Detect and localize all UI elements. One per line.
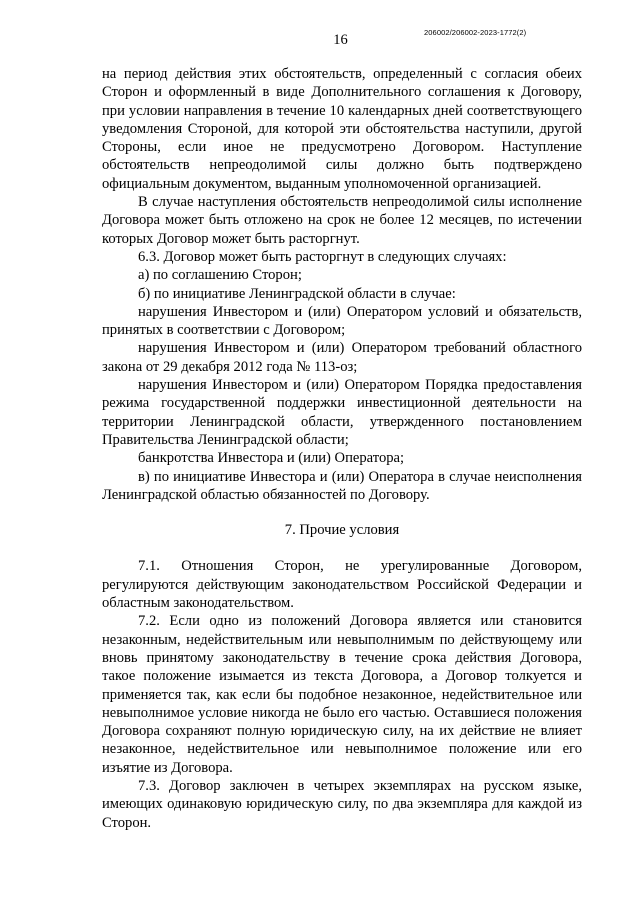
page-number: 16: [333, 32, 348, 48]
clause-6-3-b-item-4: банкротства Инвестора и (или) Оператора;: [138, 450, 405, 467]
section-title: 7. Прочие условия: [284, 522, 400, 539]
clause-6-3-b-item-2: нарушения Инвестором и (или) Оператором требований областного закона от 29 декабря 2012 года № 113-оз;: [102, 340, 582, 375]
document-body: [102, 65, 582, 832]
clause-7-2: 7.2. Если одно из положений Договора является или становится незаконным, недействительным или невыполнимым по действующему или вновь принятому законодательству в течение срока действия Договора, такое положение изымается из текста Договора, а Договор толкуется и применяется так, как если бы подобное незаконное, недействительное или невыполнимое условие никогда не было его частью. Оставшиеся положения Договора сохраняют полную юридическую силу, на их действие не влияет незаконное, недействительное или невыполнимое положение или его изъятие из Договора.: [102, 613, 582, 776]
clause-6-3: 6.3. Договор может быть расторгнут в следующих случаях:: [138, 248, 507, 265]
paragraph-force-majeure-continued: на период действия этих обстоятельств, определенный с согласия обеих Сторон и оформленный в виде Дополнительного соглашения к Договору, при условии направления в течение 10 календарных дней соответствующего уведомления Стороной, для которой эти обстоятельства наступили, другой Стороны, если иное не предусмотрено Договором. Наступление обстоятельств непреодолимой силы должно быть подтверждено официальным документом, выданным уполномоченной организацией.: [102, 66, 582, 192]
document-registration-number: 206002/206002-2023-1772(2): [424, 28, 527, 37]
clause-6-3-b: б) по инициативе Ленинградской области в случае:: [138, 285, 456, 302]
paragraph-postponement: В случае наступления обстоятельств непреодолимой силы исполнение Договора может быть отложено на срок не более 12 месяцев, по истечении которых Договор может быть расторгнут.: [102, 194, 582, 247]
clause-7-3: 7.3. Договор заключен в четырех экземплярах на русском языке, имеющих одинаковую юридическую силу, по два экземпляра для каждой из Сторон.: [102, 777, 582, 831]
clause-6-3-a: а) по соглашению Сторон;: [138, 267, 302, 284]
clause-6-3-v: в) по инициативе Инвестора и (или) Оператора в случае неисполнения Ленинградской областью обязанностей по Договору.: [102, 468, 582, 503]
clause-7-1: 7.1. Отношения Сторон, не урегулированные Договором, регулируются действующим законодательством Российской Федерации и областным законодательством.: [102, 558, 582, 612]
clause-6-3-b-item-1: нарушения Инвестором и (или) Оператором условий и обязательств, принятых в соответствии с Договором;: [102, 303, 582, 339]
clause-6-3-b-item-3: нарушения Инвестором и (или) Оператором Порядка предоставления режима государственной поддержки инвестиционной деятельности на территории Ленинградской области, утвержденного постановлением Правительства Ленинградской области;: [102, 377, 582, 448]
